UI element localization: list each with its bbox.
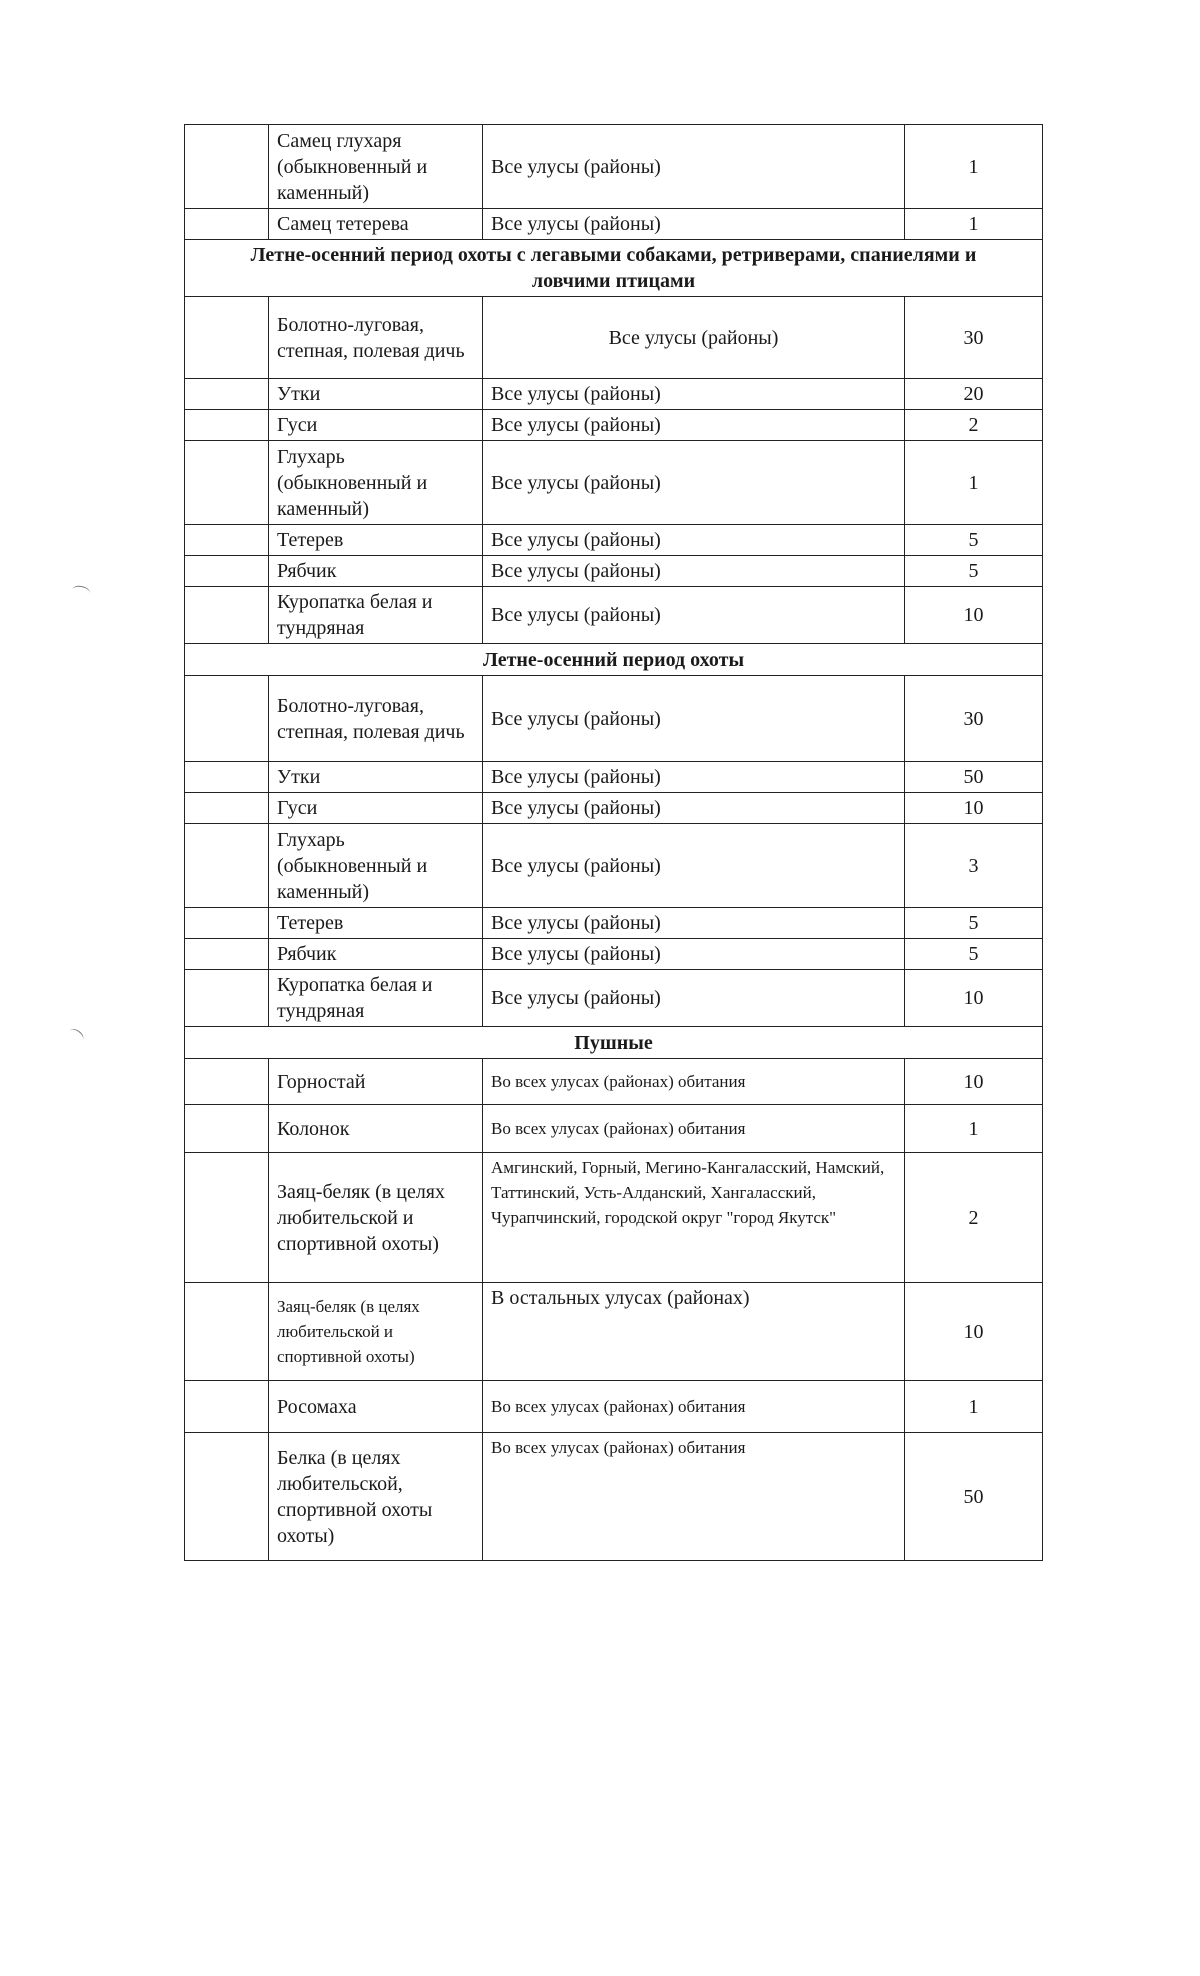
area-cell: Все улусы (районы): [483, 587, 905, 644]
number-cell: [185, 908, 269, 939]
species-cell: Утки: [269, 762, 483, 793]
table-row: [185, 824, 1043, 908]
number-cell: [185, 1059, 269, 1105]
number-cell: [185, 793, 269, 824]
table-row: [185, 1059, 1043, 1105]
norm-cell: 2: [905, 1153, 1043, 1283]
table-row: [185, 793, 1043, 824]
table-row: [185, 1105, 1043, 1153]
table-row: [185, 379, 1043, 410]
table-row: [185, 1283, 1043, 1381]
number-cell: [185, 125, 269, 209]
norm-cell: 1: [905, 441, 1043, 525]
area-cell: Все улусы (районы): [483, 970, 905, 1027]
species-cell: Глухарь (обыкновенный и каменный): [269, 824, 483, 908]
number-cell: [185, 209, 269, 240]
species-cell: Глухарь (обыкновенный и каменный): [269, 441, 483, 525]
area-cell: Во всех улусах (районах) обитания: [483, 1059, 905, 1105]
number-cell: [185, 762, 269, 793]
norm-cell: 5: [905, 939, 1043, 970]
area-cell: Все улусы (районы): [483, 441, 905, 525]
table-row: [185, 762, 1043, 793]
table-row: [185, 939, 1043, 970]
table-row: [185, 125, 1043, 209]
norm-cell: 10: [905, 1283, 1043, 1381]
table-row: [185, 970, 1043, 1027]
species-cell: Тетерев: [269, 525, 483, 556]
species-cell: Гуси: [269, 410, 483, 441]
norm-cell: 10: [905, 970, 1043, 1027]
norm-cell: 30: [905, 297, 1043, 379]
species-cell: Утки: [269, 379, 483, 410]
area-cell: Во всех улусах (районах) обитания: [483, 1105, 905, 1153]
species-cell: Самец глухаря (обыкновенный и каменный): [269, 125, 483, 209]
table-body: [185, 125, 1043, 1561]
area-cell: Все улусы (районы): [483, 410, 905, 441]
species-cell: Куропатка белая и тундряная: [269, 970, 483, 1027]
area-cell: Все улусы (районы): [483, 556, 905, 587]
norm-cell: 10: [905, 587, 1043, 644]
area-cell: В остальных улусах (районах): [483, 1283, 905, 1381]
section-title: Летне-осенний период охоты: [185, 644, 1043, 676]
species-cell: Тетерев: [269, 908, 483, 939]
number-cell: [185, 1433, 269, 1561]
species-cell: Рябчик: [269, 556, 483, 587]
table-row: [185, 297, 1043, 379]
number-cell: [185, 587, 269, 644]
norm-cell: 2: [905, 410, 1043, 441]
norm-cell: 10: [905, 793, 1043, 824]
number-cell: [185, 1381, 269, 1433]
table-row: [185, 908, 1043, 939]
number-cell: [185, 676, 269, 762]
norm-cell: 1: [905, 125, 1043, 209]
species-cell: Заяц-беляк (в целях любительской и спортивной охоты): [269, 1283, 483, 1381]
hunting-norms-table: [184, 124, 1043, 1561]
number-cell: [185, 297, 269, 379]
number-cell: [185, 1283, 269, 1381]
table-row: [185, 587, 1043, 644]
species-cell: Куропатка белая и тундряная: [269, 587, 483, 644]
number-cell: [185, 970, 269, 1027]
table-row: [185, 1433, 1043, 1561]
norm-cell: 20: [905, 379, 1043, 410]
area-cell: Во всех улусах (районах) обитания: [483, 1381, 905, 1433]
table-row: [185, 525, 1043, 556]
section-header-row: [185, 1027, 1043, 1059]
area-cell: Все улусы (районы): [483, 824, 905, 908]
area-cell: Все улусы (районы): [483, 793, 905, 824]
species-cell: Болотно-луговая, степная, полевая дичь: [269, 297, 483, 379]
species-cell: Белка (в целях любительской, спортивной охоты охоты): [269, 1433, 483, 1561]
table-row: [185, 410, 1043, 441]
section-header-row: [185, 240, 1043, 297]
area-cell: Все улусы (районы): [483, 209, 905, 240]
number-cell: [185, 441, 269, 525]
area-cell: Все улусы (районы): [483, 676, 905, 762]
table-row: [185, 1381, 1043, 1433]
norm-cell: 5: [905, 908, 1043, 939]
norm-cell: 50: [905, 1433, 1043, 1561]
species-cell: Горностай: [269, 1059, 483, 1105]
number-cell: [185, 824, 269, 908]
area-cell: Все улусы (районы): [483, 762, 905, 793]
norm-cell: 30: [905, 676, 1043, 762]
number-cell: [185, 379, 269, 410]
number-cell: [185, 939, 269, 970]
norm-cell: 3: [905, 824, 1043, 908]
species-cell: Гуси: [269, 793, 483, 824]
area-cell: Все улусы (районы): [483, 297, 905, 379]
scan-mark: [71, 584, 91, 599]
area-cell: Все улусы (районы): [483, 525, 905, 556]
norm-cell: 50: [905, 762, 1043, 793]
table-row: [185, 1153, 1043, 1283]
norm-cell: 5: [905, 525, 1043, 556]
section-title: Пушные: [185, 1027, 1043, 1059]
number-cell: [185, 556, 269, 587]
number-cell: [185, 1105, 269, 1153]
species-cell: Заяц-беляк (в целях любительской и спортивной охоты): [269, 1153, 483, 1283]
area-cell: Все улусы (районы): [483, 908, 905, 939]
table-row: [185, 556, 1043, 587]
area-cell: Во всех улусах (районах) обитания: [483, 1433, 905, 1561]
scan-mark: [66, 1026, 85, 1044]
species-cell: Колонок: [269, 1105, 483, 1153]
table-row: [185, 441, 1043, 525]
species-cell: Рябчик: [269, 939, 483, 970]
norm-cell: 10: [905, 1059, 1043, 1105]
species-cell: Самец тетерева: [269, 209, 483, 240]
norm-cell: 5: [905, 556, 1043, 587]
area-cell: Все улусы (районы): [483, 125, 905, 209]
norm-cell: 1: [905, 209, 1043, 240]
norm-cell: 1: [905, 1105, 1043, 1153]
section-header-row: [185, 644, 1043, 676]
area-cell: Все улусы (районы): [483, 379, 905, 410]
number-cell: [185, 1153, 269, 1283]
species-cell: Росомаха: [269, 1381, 483, 1433]
area-cell: Все улусы (районы): [483, 939, 905, 970]
table-row: [185, 676, 1043, 762]
number-cell: [185, 525, 269, 556]
species-cell: Болотно-луговая, степная, полевая дичь: [269, 676, 483, 762]
number-cell: [185, 410, 269, 441]
area-cell: Амгинский, Горный, Мегино-Кангаласский, Намский, Таттинский, Усть-Алданский, Хангаласский, Чурапчинский, городской округ "город Якутск": [483, 1153, 905, 1283]
section-title: Летне-осенний период охоты с легавыми собаками, ретриверами, спаниелями и ловчими птицами: [185, 240, 1043, 297]
table-row: [185, 209, 1043, 240]
norm-cell: 1: [905, 1381, 1043, 1433]
